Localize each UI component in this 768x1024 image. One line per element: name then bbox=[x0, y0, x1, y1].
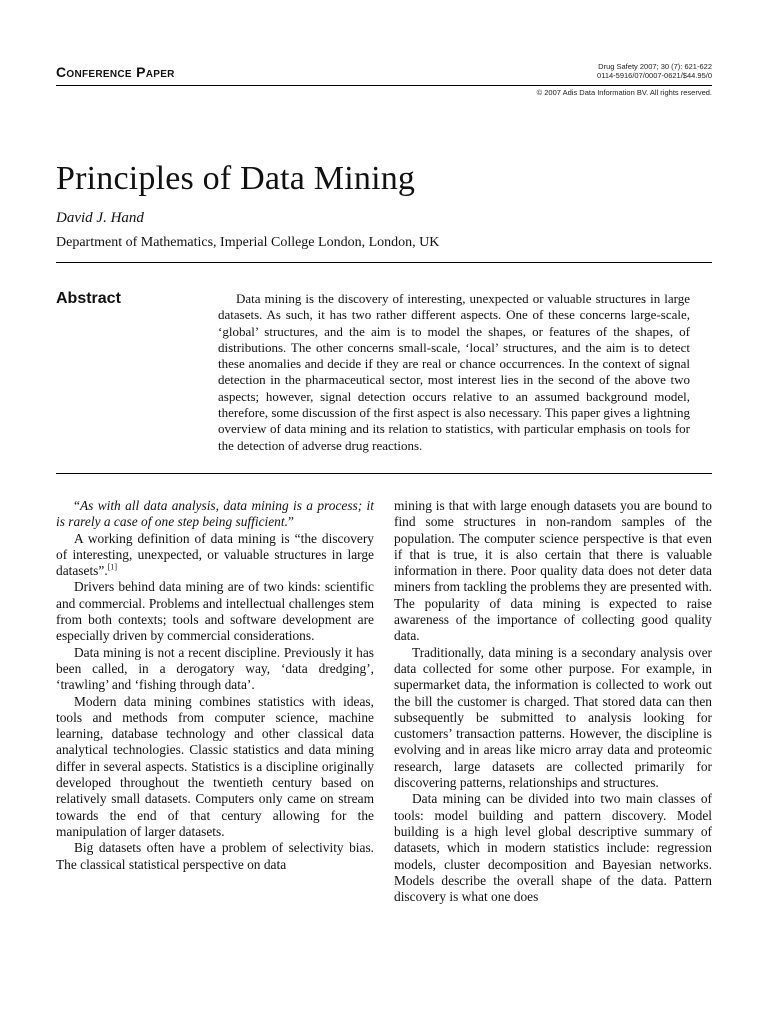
opening-quote bbox=[56, 498, 374, 531]
abstract-divider bbox=[56, 473, 712, 474]
quote-open-mark: “ bbox=[74, 498, 80, 513]
header-divider bbox=[56, 85, 712, 86]
body-paragraph: Drivers behind data mining are of two kinds: scientific and commercial. Problems and intellectual challenges stem from both contexts; tools and software development are especially driven by commercial considerations. bbox=[56, 579, 374, 644]
body-column-left bbox=[56, 498, 374, 873]
abstract-text: Data mining is the discovery of interesting, unexpected or valuable structures in large datasets. As such, it has two rather different aspects. One of these concerns large-scale, ‘global’ structures, and the aim is to model the shapes, or features of the shapes, of distributions. The other concerns small-scale, ‘local’ structures, and the aim is to detect these anomalies and decide if they are real or chance occurrences. In the context of signal detection in the pharmaceutical sector, most interest lies in the second of the above two aspects; however, signal detection occurs relative to an assumed background model, therefore, some discussion of the first aspect is also necessary. This paper gives a lightning overview of data mining and its relation to statistics, with particular emphasis on tools for the detection of adverse drug reactions. bbox=[218, 291, 690, 453]
journal-citation-line: Drug Safety 2007; 30 (7): 621-622 bbox=[598, 62, 712, 71]
body-column-right bbox=[394, 498, 712, 905]
title-divider bbox=[56, 262, 712, 263]
body-paragraph: Data mining can be divided into two main classes of tools: model building and pattern discovery. Model building is a high level global descriptive summary of datasets, which in modern statistics include: regression models, cluster decomposition and Bayesian networks. Models describe the overall shape of the data. Pattern discovery is what one does bbox=[394, 791, 712, 905]
body-paragraph: Traditionally, data mining is a secondary analysis over data collected for some other purpose. For example, in supermarket data, the information is collected to work out the bill the customer is charged. That stored data can then subsequently be submitted to analysis looking for customers’ transaction patterns. However, the discipline is evolving and in areas like micro array data and proteomic research, large datasets are collected primarily for discovering patterns, relationships and structures. bbox=[394, 644, 712, 791]
author-affiliation: Department of Mathematics, Imperial College London, London, UK bbox=[56, 235, 440, 250]
body-paragraph bbox=[56, 531, 374, 580]
quote-close-mark: ” bbox=[287, 514, 294, 530]
body-paragraph: Data mining is not a recent discipline. Previously it has been called, in a derogatory way, ‘data dredging’, ‘trawling’ and ‘fishing through data’. bbox=[56, 644, 374, 693]
article-title: Principles of Data Mining bbox=[56, 160, 416, 197]
opening-quote-text: As with all data analysis, data mining is a process; it is rarely a case of one step being sufficient. bbox=[56, 498, 374, 530]
author-name: David J. Hand bbox=[56, 210, 144, 226]
reference-marker: [1] bbox=[107, 562, 118, 572]
journal-citation bbox=[452, 62, 712, 80]
definition-text: A working definition of data mining is “the discovery of interesting, unexpected, or valuable structures in large datasets”. bbox=[56, 530, 374, 579]
article-type-label: Conference Paper bbox=[56, 64, 175, 80]
journal-issn-line: 0114-5916/07/0007-0621/$44.95/0 bbox=[597, 71, 712, 80]
copyright-notice: © 2007 Adis Data Information BV. All rights reserved. bbox=[536, 88, 712, 97]
abstract-heading: Abstract bbox=[56, 290, 121, 307]
body-paragraph: Modern data mining combines statistics with ideas, tools and methods from computer science, machine learning, database technology and other classical data analytical technologies. Classic statistics and data mining differ in several aspects. Statistics is a discipline originally developed throughout the twentieth century based on relatively small datasets. Computers only came on stream towards the end of that century allowing for the manipulation of larger datasets. bbox=[56, 693, 374, 839]
body-paragraph-continued: mining is that with large enough datasets you are bound to find some structures in non-random samples of the population. The computer science perspective is that even if that is true, it is also certain that there is valuable information in there. Poor quality data does not deter data miners from tackling the problems they are presented with. The popularity of data mining is expected to raise awareness of the importance of collecting good quality data. bbox=[394, 498, 712, 644]
body-paragraph: Big datasets often have a problem of selectivity bias. The classical statistical perspective on data bbox=[56, 840, 374, 872]
